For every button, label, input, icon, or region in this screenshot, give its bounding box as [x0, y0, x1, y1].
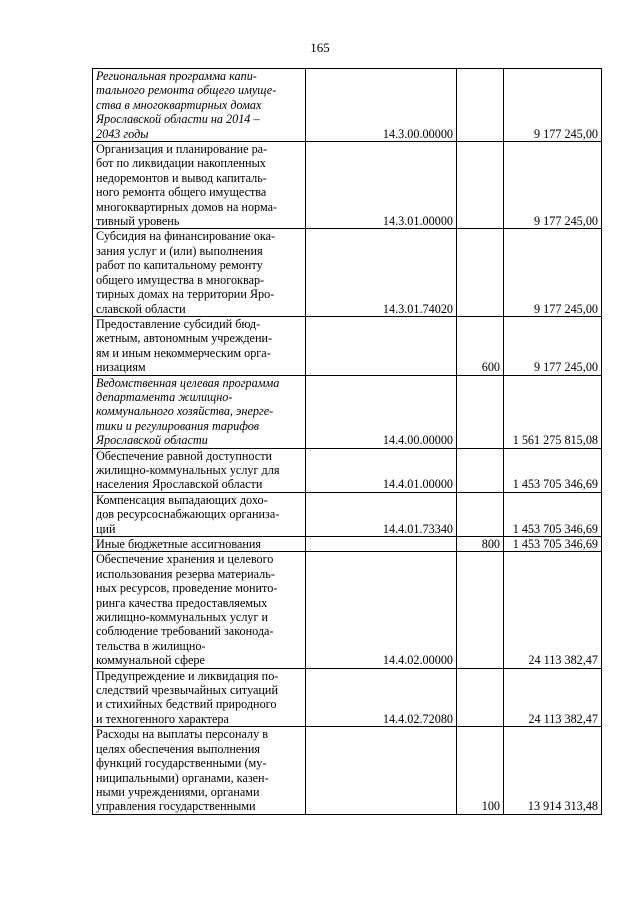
- row-code-cell: 14.3.01.74020: [306, 229, 457, 316]
- row-amount-cell: 24 113 382,47: [504, 552, 602, 668]
- row-name-cell: Обеспечение равной доступности жилищно-коммунальных услуг для населения Ярославской области: [93, 448, 306, 492]
- row-type-cell: 600: [457, 316, 504, 375]
- row-code-cell: 14.4.02.00000: [306, 552, 457, 668]
- table-row: [93, 316, 602, 375]
- table-row: [93, 229, 602, 316]
- row-code-cell: 14.4.01.00000: [306, 448, 457, 492]
- row-name-cell: Обеспечение хранения и целевого использования резерва материаль- ных ресурсов, проведение монито- ринга качества предоставляемых жилищно-коммунальных услуг и соблюдение требований законода- тельства в жилищно- коммунальной сфере: [93, 552, 306, 668]
- row-type-cell: 100: [457, 727, 504, 814]
- row-type-cell: [457, 375, 504, 448]
- row-type-cell: [457, 142, 504, 229]
- row-amount-cell: 24 113 382,47: [504, 668, 602, 727]
- table-row: [93, 537, 602, 552]
- row-name-cell: Организация и планирование ра- бот по ликвидации накопленных недоремонтов и вывод капиталь- ного ремонта общего имущества многоквартирных домов на норма- тивный уровень: [93, 142, 306, 229]
- table-row: [93, 69, 602, 142]
- row-name-cell: Предоставление субсидий бюд- жетным, автономным учреждени- ям и иным некоммерческим орга- низациям: [93, 316, 306, 375]
- row-code-cell: 14.4.00.00000: [306, 375, 457, 448]
- row-code-cell: 14.4.01.73340: [306, 492, 457, 536]
- row-type-cell: [457, 69, 504, 142]
- table-row: [93, 142, 602, 229]
- row-code-cell: 14.4.02.72080: [306, 668, 457, 727]
- row-amount-cell: 1 453 705 346,69: [504, 537, 602, 552]
- row-code-cell: [306, 537, 457, 552]
- row-type-cell: [457, 668, 504, 727]
- row-code-cell: [306, 727, 457, 814]
- row-name-cell: Расходы на выплаты персоналу в целях обеспечения выполнения функций государственными (му- ниципальными) органами, казен- ными учреждениями, органами управления государственными: [93, 727, 306, 814]
- budget-table: [92, 68, 602, 815]
- row-name-cell: Субсидия на финансирование ока- зания услуг и (или) выполнения работ по капитальному ремонту общего имущества в многоквар- тирных домах на территории Яро- славской области: [93, 229, 306, 316]
- row-type-cell: 800: [457, 537, 504, 552]
- table-row: [93, 668, 602, 727]
- row-amount-cell: 1 453 705 346,69: [504, 492, 602, 536]
- row-amount-cell: 9 177 245,00: [504, 142, 602, 229]
- row-amount-cell: 9 177 245,00: [504, 229, 602, 316]
- table-row: [93, 727, 602, 814]
- row-code-cell: 14.3.00.00000: [306, 69, 457, 142]
- row-type-cell: [457, 552, 504, 668]
- row-amount-cell: 13 914 313,48: [504, 727, 602, 814]
- row-type-cell: [457, 492, 504, 536]
- row-type-cell: [457, 229, 504, 316]
- row-code-cell: [306, 316, 457, 375]
- row-amount-cell: 9 177 245,00: [504, 69, 602, 142]
- row-name-cell: Компенсация выпадающих дохо- дов ресурсоснабжающих организа- ций: [93, 492, 306, 536]
- budget-table-body: [93, 69, 602, 815]
- row-name-cell: Региональная программа капи- тального ремонта общего имуще- ства в многоквартирных домах Ярославской области на 2014 – 2043 годы: [93, 69, 306, 142]
- row-code-cell: 14.3.01.00000: [306, 142, 457, 229]
- row-name-cell: Иные бюджетные ассигнования: [93, 537, 306, 552]
- table-row: [93, 552, 602, 668]
- row-type-cell: [457, 448, 504, 492]
- table-row: [93, 448, 602, 492]
- table-row: [93, 375, 602, 448]
- row-name-cell: Предупреждение и ликвидация по- следствий чрезвычайных ситуаций и стихийных бедствий природного и техногенного характера: [93, 668, 306, 727]
- row-amount-cell: 1 561 275 815,08: [504, 375, 602, 448]
- table-row: [93, 492, 602, 536]
- row-amount-cell: 9 177 245,00: [504, 316, 602, 375]
- row-amount-cell: 1 453 705 346,69: [504, 448, 602, 492]
- page-number: 165: [310, 40, 330, 55]
- row-name-cell: Ведомственная целевая программа департамента жилищно- коммунального хозяйства, энерге- тики и регулирования тарифов Ярославской области: [93, 375, 306, 448]
